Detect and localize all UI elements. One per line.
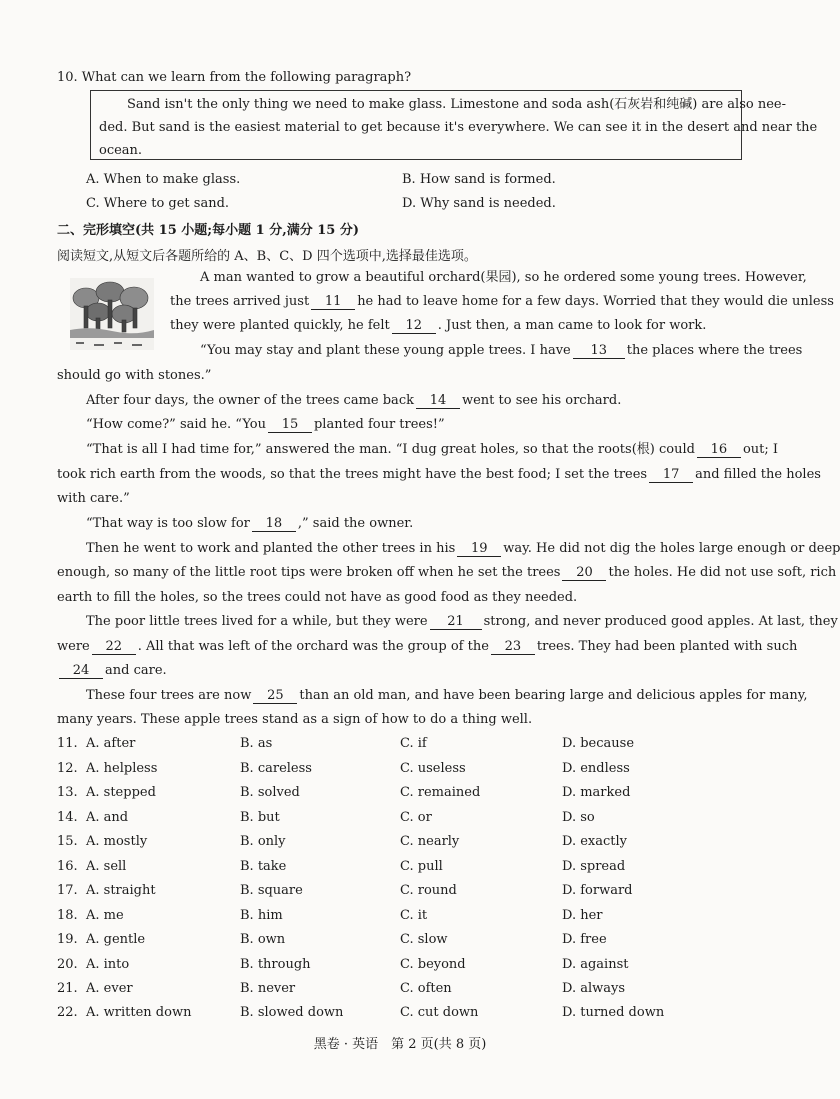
option-a[interactable]: A. sell [86, 859, 127, 874]
blank-21[interactable]: 21 [430, 615, 482, 630]
option-b[interactable]: B. as [240, 736, 273, 751]
blank-22[interactable]: 22 [92, 640, 136, 655]
option-c[interactable]: C. slow [400, 932, 448, 947]
section-title: 二、完形填空(共 15 小题;每小题 1 分,满分 15 分) [57, 223, 360, 238]
passage-line: they were planted quickly, he felt 12 . Just then, a man came to look for work. [170, 318, 707, 333]
option-a[interactable]: A. stepped [86, 785, 156, 800]
option-a[interactable]: A. me [86, 908, 124, 923]
passage-line: Sand isn't the only thing we need to make glass. Limestone and soda ash(石灰岩和纯碱) are also nee- [127, 97, 786, 112]
passage-line: “That way is too slow for 18 ,” said the owner. [86, 516, 414, 531]
passage-line: 24 and care. [57, 663, 167, 679]
question-number: 12. [57, 761, 78, 776]
option-c[interactable]: C. useless [400, 761, 466, 776]
option-c[interactable]: C. or [400, 810, 432, 825]
blank-16[interactable]: 16 [697, 443, 741, 458]
option-c[interactable]: C. it [400, 908, 428, 923]
section-directions: 阅读短文,从短文后各题所给的 A、B、C、D 四个选项中,选择最佳选项。 [57, 249, 477, 264]
option-c[interactable]: C. round [400, 883, 457, 898]
passage-line: earth to fill the holes, so the trees could not have as good food as they needed. [57, 590, 578, 605]
option-c[interactable]: C. Where to get sand. [86, 196, 230, 211]
passage-line: Then he went to work and planted the other trees in his 19 way. He did not dig the holes large enough or deep [86, 541, 840, 556]
passage-line: The poor little trees lived for a while, but they were 21 strong, and never produced good apples. At last, they [86, 614, 838, 629]
question-number: 20. [57, 957, 78, 972]
passage-line: took rich earth from the woods, so that the trees might have the best food; I set the trees 17 and filled the holes [57, 467, 821, 482]
blank-18[interactable]: 18 [252, 517, 296, 532]
question-number: 18. [57, 908, 78, 923]
question-10-passage-box [90, 90, 818, 160]
option-d[interactable]: D. spread [562, 859, 626, 874]
blank-17[interactable]: 17 [649, 468, 693, 483]
passage-line: These four trees are now 25 than an old man, and have been bearing large and delicious apples for many, [86, 688, 808, 703]
option-b[interactable]: B. slowed down [240, 1005, 344, 1020]
option-b[interactable]: B. take [240, 859, 287, 874]
option-d[interactable]: D. marked [562, 785, 631, 800]
option-d[interactable]: D. because [562, 736, 635, 751]
option-a[interactable]: A. helpless [86, 761, 158, 776]
option-d[interactable]: D. against [562, 957, 629, 972]
option-d[interactable]: D. so [562, 810, 595, 825]
passage-line: should go with stones.” [57, 368, 212, 383]
option-c[interactable]: C. beyond [400, 957, 466, 972]
option-a[interactable]: A. mostly [86, 834, 148, 849]
option-c[interactable]: C. if [400, 736, 427, 751]
option-c[interactable]: C. often [400, 981, 452, 996]
blank-13[interactable]: 13 [573, 344, 625, 359]
option-b[interactable]: B. him [240, 908, 283, 923]
option-b[interactable]: B. never [240, 981, 296, 996]
option-b[interactable]: B. solved [240, 785, 300, 800]
option-a[interactable]: A. straight [86, 883, 156, 898]
option-b[interactable]: B. only [240, 834, 286, 849]
orchard-illustration [70, 278, 154, 350]
option-b[interactable]: B. How sand is formed. [402, 172, 556, 187]
question-number: 19. [57, 932, 78, 947]
option-c[interactable]: C. nearly [400, 834, 460, 849]
question-number: 11. [57, 736, 78, 751]
option-a[interactable]: A. When to make glass. [86, 172, 241, 187]
question-number: 22. [57, 1005, 78, 1020]
passage-line: A man wanted to grow a beautiful orchard(果园), so he ordered some young trees. However, [200, 270, 807, 285]
blank-15[interactable]: 15 [268, 418, 312, 433]
question-number: 14. [57, 810, 78, 825]
blank-25[interactable]: 25 [253, 689, 297, 704]
page-footer: 黑卷 · 英语 第 2 页(共 8 页) [313, 1037, 487, 1052]
option-d[interactable]: D. turned down [562, 1005, 665, 1020]
blank-24[interactable]: 24 [59, 664, 103, 679]
question-number: 15. [57, 834, 78, 849]
option-b[interactable]: B. through [240, 957, 311, 972]
option-b[interactable]: B. own [240, 932, 286, 947]
passage-line: “You may stay and plant these young apple trees. I have 13 the places where the trees [200, 343, 803, 358]
passage-line: “That is all I had time for,” answered the man. “I dug great holes, so that the roots(根) could 16 out; I [86, 442, 779, 457]
option-b[interactable]: B. but [240, 810, 280, 825]
option-a[interactable]: A. ever [86, 981, 133, 996]
blank-12[interactable]: 12 [392, 319, 436, 334]
blank-19[interactable]: 19 [457, 542, 501, 557]
option-a[interactable]: A. written down [86, 1005, 192, 1020]
blank-20[interactable]: 20 [562, 566, 606, 581]
question-number: 13. [57, 785, 78, 800]
passage-line: After four days, the owner of the trees came back 14 went to see his orchard. [86, 393, 622, 408]
option-b[interactable]: B. square [240, 883, 303, 898]
question-10-stem: 10. What can we learn from the following paragraph? [57, 70, 412, 85]
option-c[interactable]: C. remained [400, 785, 481, 800]
question-number: 17. [57, 883, 78, 898]
passage-line: “How come?” said he. “You 15 planted four trees!” [86, 417, 445, 432]
option-d[interactable]: D. her [562, 908, 603, 923]
option-d[interactable]: D. endless [562, 761, 630, 776]
option-c[interactable]: C. cut down [400, 1005, 479, 1020]
passage-line: were 22 . All that was left of the orchard was the group of the 23 trees. They had been planted with such [57, 639, 798, 654]
option-d[interactable]: D. exactly [562, 834, 628, 849]
blank-14[interactable]: 14 [416, 394, 460, 409]
option-d[interactable]: D. always [562, 981, 626, 996]
option-d[interactable]: D. Why sand is needed. [402, 196, 556, 211]
blank-11[interactable]: 11 [311, 295, 355, 310]
option-a[interactable]: A. after [86, 736, 136, 751]
passage-line: with care.” [57, 491, 130, 506]
passage-line: many years. These apple trees stand as a sign of how to do a thing well. [57, 712, 533, 727]
blank-23[interactable]: 23 [491, 640, 535, 655]
option-a[interactable]: A. gentle [86, 932, 146, 947]
passage-line: the trees arrived just 11 he had to leave home for a few days. Worried that they would die unless [170, 294, 834, 309]
option-b[interactable]: B. careless [240, 761, 312, 776]
option-a[interactable]: A. and [86, 810, 129, 825]
question-number: 21. [57, 981, 78, 996]
option-d[interactable]: D. forward [562, 883, 633, 898]
passage-line: enough, so many of the little root tips were broken off when he set the trees 20 the holes. He did not use soft, rich [57, 565, 837, 580]
option-d[interactable]: D. free [562, 932, 607, 947]
option-c[interactable]: C. pull [400, 859, 443, 874]
question-number: 16. [57, 859, 78, 874]
option-a[interactable]: A. into [86, 957, 130, 972]
passage-line: ocean. [99, 143, 143, 158]
passage-line: ded. But sand is the easiest material to get because it's everywhere. We can see it in the desert and near the [99, 120, 818, 135]
